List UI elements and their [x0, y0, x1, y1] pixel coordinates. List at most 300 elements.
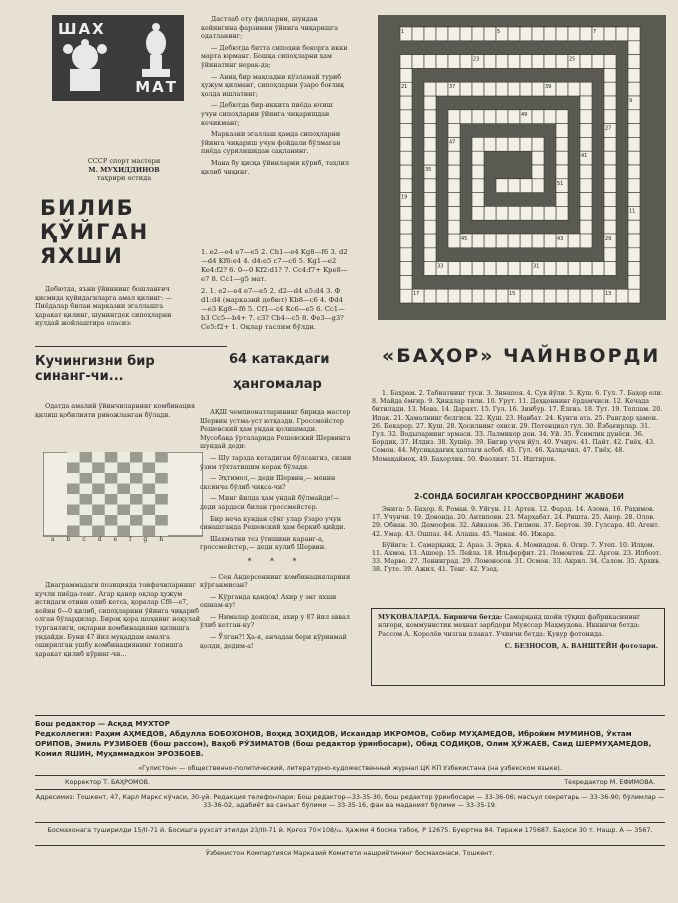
crossword-cell	[424, 96, 436, 110]
crossword-cell	[580, 220, 592, 234]
board-square	[155, 494, 168, 505]
board-square	[105, 515, 118, 526]
crossword-cell	[556, 27, 568, 41]
board-square	[92, 526, 105, 537]
board-square	[92, 505, 105, 516]
crossword-cell	[592, 55, 604, 69]
crossword-cell	[472, 234, 484, 248]
col2-p3: — Аниқ бир мақсадни кўзламай туриб ҳужум қилманг, сипоҳларни ўзаро боғлиқ ҳолда ишлатинг;	[201, 72, 344, 98]
crossword-cell	[568, 82, 580, 96]
section3-p7: — Сен Андерсеннинг комбинацияларини кўрганмисан?	[200, 572, 351, 590]
crossword-cell	[400, 206, 412, 220]
section-title-bilib	[40, 196, 149, 268]
crossword-cell	[628, 27, 640, 41]
crossword-number: 35	[425, 167, 432, 173]
section2-caption: Диаграммадаги позицияда тоифачиларнинг кучли пиёда-тенг. Агар қанор оқлар ҳужум истидаги отини олиб кетса, қоралар Сf8—e7, кейин 0—0 қилиб, сипоҳларини ўйинга чиқариб олган бўлардилар. Бироқ қора шоҳнинг ноқулай турганлиги, оқларни комбинацияни қилишга ундайди. Буни 47 йил муқаддам амалга оширилган ушбу комбинациянинг топишга ҳаракат қилиб кўринг-чи...	[35, 581, 201, 658]
chess-board	[43, 452, 203, 546]
crossword-cell	[508, 110, 520, 124]
crossword-cell	[412, 55, 424, 69]
crossword-number: 19	[401, 194, 408, 201]
crossword-number: 45	[461, 236, 468, 242]
crossword-cell	[544, 206, 556, 220]
crossword-cell	[496, 289, 508, 303]
board-files: abcdefgh	[51, 536, 176, 543]
crossword-cell	[604, 248, 616, 262]
logo-bottom-text: МАТ	[135, 78, 178, 96]
board-square	[155, 473, 168, 484]
crossword-cell	[448, 165, 460, 179]
section3-p4: — Минг йилда ҳам ундай бўлмайди!— деди зардаси билан гроссмейстер.	[200, 494, 340, 511]
stars-divider: * * *	[247, 556, 305, 566]
crossword-illustration	[378, 15, 666, 320]
board-square	[143, 494, 156, 505]
crossword-cell	[580, 55, 592, 69]
crossword-cell	[604, 179, 616, 193]
crossword-number: 5	[497, 29, 501, 35]
crossword-cell	[556, 110, 568, 124]
section3-p1: АҚШ чемпионатларининг бирида мастер Шервин устма-уст ютқазди. Гроссмейстер Решевский ҳам ундан қолишмади. Мусобақа ўрталарида Решевский Шервинга шундай деди:	[200, 408, 351, 451]
crossword-cell	[604, 55, 616, 69]
crossword-number: 7	[593, 29, 597, 35]
crossword-cell	[556, 55, 568, 69]
board-square	[80, 473, 93, 484]
crossword-number: 25	[569, 56, 576, 63]
crossword-cell	[520, 234, 532, 248]
crossword-cell	[496, 206, 508, 220]
board-square	[80, 526, 93, 537]
crossword-cell	[532, 110, 544, 124]
answers-text-2: Бўйига: 1. Самарқанд. 2. Араз. 3. Эрка. 4. Момиадон. 6. Огир. 7. Утеп. 10. Илҳом. 11. Ахмоа. 13. Ашоер. 15. Лейла. 18. Ильферфит. 21. Ломонтов. 22. Аргон. 23. Илбоэт. 33. Марво. 27. Ленинград. 29. Ломоносов. 31. Осмон. 33. Акрил. 34. Салом. 35. Архив. 38. Гуте. 39. Ажил. 41. Тенг. 42. Узед.	[372, 541, 662, 574]
masthead-tech: Техредактор М. ЕФИМОВА.	[564, 778, 655, 786]
board-square	[143, 526, 156, 537]
crossword-cell	[628, 234, 640, 248]
crossword-cell	[580, 179, 592, 193]
crossword-cell	[484, 27, 496, 41]
crossword-cell	[628, 82, 640, 96]
crossword-cell	[604, 110, 616, 124]
crossword-number: 39	[545, 84, 552, 91]
crossword-cell	[508, 82, 520, 96]
crossword-number: 1	[401, 29, 405, 35]
crossword-cell	[532, 151, 544, 165]
byline-note: таҳрири остида	[96, 174, 152, 183]
crossword-cell	[424, 220, 436, 234]
crossword-cell	[544, 262, 556, 276]
crossword-cell	[544, 234, 556, 248]
crossword-cell	[448, 234, 460, 248]
section3-p8: — Кўрганда қандоқ! Ахир у энг яхши ошнам-ку!	[200, 592, 337, 610]
crossword-cell	[496, 179, 508, 193]
board-square	[80, 505, 93, 516]
crossword-cell	[424, 234, 436, 248]
crossword-cell	[496, 234, 508, 248]
crossword-cell	[448, 179, 460, 193]
crossword-number: 29	[605, 236, 612, 242]
title-line-1: БИЛИБ	[40, 196, 135, 220]
board-square	[130, 505, 143, 516]
crossword-cell	[604, 137, 616, 151]
board-square	[130, 473, 143, 484]
crossword-number: 43	[557, 236, 564, 242]
board-square	[143, 452, 156, 463]
crossword-cell	[424, 289, 436, 303]
board-square	[143, 463, 156, 474]
board-square	[155, 526, 168, 537]
board-square	[143, 505, 156, 516]
crossword-cell	[532, 27, 544, 41]
crossword-cell	[532, 165, 544, 179]
crossword-cell	[472, 206, 484, 220]
crossword-cell	[400, 165, 412, 179]
crossword-cell	[604, 206, 616, 220]
crossword-number: 11	[629, 208, 636, 215]
board-square	[130, 463, 143, 474]
crossword-cell	[520, 179, 532, 193]
section1-body: Дебютда, яъни ўйиннинг бошланғич қисмида қуйидагиларга амал қилинг: — Пиёдалар билан марказни эгаллашга ҳаракат қилинг, шунингдек сипоҳларни иулдай жойлаштира оласиз:	[35, 285, 172, 328]
board-square	[67, 526, 80, 537]
masthead-board: Редколлегия: Раҳим АҲМЕДОВ, Абдулла БОБОХОНОВ, Воҳид ЗОҲИДОВ, Искандар ИКРОМОВ, Собир МУҲАМЕДОВ, Ибройим МУМИНОВ, Ўктам ОРИПОВ, Эмиль РУЗИБОЕВ (бош рассом), Ваҳоб РЎЗИМАТОВ (бош редактор ўринбосари), Обид СОДИҚОВ, Олим ҲЎЖАЕВ, Саид ШЕРМУҲАМЕДОВ, Комил ЯШИН, Муҳаммадкон ЭРОЗБОЕВ.	[35, 729, 652, 758]
crossword-cell	[472, 179, 484, 193]
crossword-cell	[556, 289, 568, 303]
crossword-cell	[580, 262, 592, 276]
crossword-cell	[628, 262, 640, 276]
title-line-3: ЯХШИ	[40, 244, 124, 268]
crossword-cell	[484, 289, 496, 303]
crossword-cell	[556, 151, 568, 165]
board-square	[105, 526, 118, 537]
crossword-cell	[604, 96, 616, 110]
crossword-cell	[556, 124, 568, 138]
crossword-cell	[424, 206, 436, 220]
crossword-cell	[508, 179, 520, 193]
crossword-cell	[460, 27, 472, 41]
crossword-cell	[424, 27, 436, 41]
board-square	[92, 484, 105, 495]
crossword-cell	[424, 151, 436, 165]
board-square	[143, 473, 156, 484]
crossword-number: 21	[401, 84, 408, 91]
board-square	[117, 526, 130, 537]
crossword-cell	[400, 234, 412, 248]
board-square	[105, 494, 118, 505]
crossword-cell	[472, 27, 484, 41]
board-square	[105, 505, 118, 516]
crossword-cell	[484, 137, 496, 151]
crossword-cell	[448, 110, 460, 124]
cover-heading: МУҚОВАЛАРДА. Биринчи бетда:	[378, 613, 503, 621]
crossword-cell	[412, 27, 424, 41]
section2-title: Кучингизни бир синанг-чи...	[35, 354, 155, 384]
crossword-cell	[580, 137, 592, 151]
crossword-cell	[436, 27, 448, 41]
board-square	[130, 526, 143, 537]
section3-p9: — Нималар деяпсан, ахир у 87 йил аввал ўлиб кетган-ку?	[200, 612, 350, 630]
crossword-cell	[580, 27, 592, 41]
crossword-cell	[448, 55, 460, 69]
crossword-title: «БАҲОР» ЧАЙНВОРДИ	[382, 345, 661, 367]
crossword-cell	[472, 151, 484, 165]
crossword-number: 17	[413, 291, 420, 298]
crossword-cell	[532, 234, 544, 248]
crossword-cell	[520, 206, 532, 220]
cover-credit: С. БЕЗНОСОВ, А. ВАНШТЕЙН фотолари.	[504, 642, 658, 651]
crossword-cell	[496, 110, 508, 124]
board-square	[130, 515, 143, 526]
crossword-cell	[484, 55, 496, 69]
crossword-number: 23	[473, 56, 480, 63]
board-square	[92, 452, 105, 463]
crossword-cell	[424, 82, 436, 96]
crossword-cell	[400, 262, 412, 276]
crossword-cell	[628, 220, 640, 234]
crossword-cell	[472, 289, 484, 303]
crossword-cell	[424, 248, 436, 262]
crossword-cell	[532, 137, 544, 151]
crossword-cell	[556, 137, 568, 151]
crossword-cell	[424, 193, 436, 207]
crossword-cell	[472, 82, 484, 96]
crossword-cell	[508, 234, 520, 248]
crossword-cell	[460, 289, 472, 303]
crossword-cell	[508, 206, 520, 220]
game-1: 1. e2—e4 e7—e5 2. Ch1—e4 Kg8—f6 3. d2—d4 Kf6:e4 4. d4:e5 c7—c6 5. Kg1—e2 Ke4:f2? 6. 0—0 Kf2:d1? 7. Cc4:f7+ Kpe8—e7 8. Cc1—g5 мат.	[201, 248, 348, 283]
crossword-cell	[616, 27, 628, 41]
crossword-cell	[604, 262, 616, 276]
crossword-cell	[508, 262, 520, 276]
crossword-cell	[460, 110, 472, 124]
crossword-cell	[400, 110, 412, 124]
title-line-2: ҚЎЙГАН	[40, 220, 150, 244]
crossword-cell	[472, 165, 484, 179]
byline-title: СССР спорт мастери	[87, 157, 161, 165]
crossword-grid	[378, 15, 666, 320]
crossword-cell	[604, 27, 616, 41]
crossword-cell	[544, 27, 556, 41]
crossword-cell	[520, 82, 532, 96]
crossword-number: 47	[449, 139, 456, 146]
board-square	[130, 494, 143, 505]
crossword-cell	[436, 55, 448, 69]
crossword-cell	[568, 234, 580, 248]
crossword-number: 33	[437, 263, 444, 270]
crossword-cell	[532, 289, 544, 303]
board-square	[143, 515, 156, 526]
crossword-cell	[568, 289, 580, 303]
crossword-cell	[580, 110, 592, 124]
crossword-cell	[400, 220, 412, 234]
board-square	[80, 494, 93, 505]
section3-p6: Шахматни тез ўтишини каранг-а, гроссмейстер,— деди кулиб Шервин.	[200, 534, 327, 552]
board-square	[67, 484, 80, 495]
crossword-cell	[460, 82, 472, 96]
crossword-cell	[520, 262, 532, 276]
crossword-cell	[580, 165, 592, 179]
crossword-number: 9	[629, 98, 633, 104]
crossword-cell	[448, 151, 460, 165]
board-square	[67, 505, 80, 516]
crossword-cell	[460, 55, 472, 69]
crossword-cell	[604, 82, 616, 96]
crossword-number: 27	[605, 125, 612, 132]
crossword-cell	[400, 248, 412, 262]
board-square	[92, 515, 105, 526]
col2-p2: — Дебютда битта сипоҳни бекорга икки марта юрманг. Бошқа сипоҳларни ҳам ўйинатинг нерак-да;	[201, 43, 348, 69]
answers-text: Энига: 5. Баҳор. 8. Роман. 9. Уйгун. 11. Артек. 12. Фарзд. 14. Алома. 16. Раҳимов. 17. Учунчи. 19. Довонда. 20. Антипови. 23. Марҳабат. 24. Ришта. 25. Анор. 28. Олов. 29. Обиан. 30. Демосфен. 32. Айвазов. 36. Гилмон. 37. Бертон. 39. Гулсара. 40. Агент. 42. Умар. 43. Ошпаз. 44. Алаша. 45. Чамак. 46. Ижара.	[372, 506, 660, 538]
crossword-cell	[556, 206, 568, 220]
crossword-cell	[580, 193, 592, 207]
board-square	[80, 463, 93, 474]
board-square	[92, 494, 105, 505]
crossword-cell	[436, 289, 448, 303]
crossword-number: 37	[449, 84, 456, 91]
crossword-cell	[496, 82, 508, 96]
crossword-cell	[616, 289, 628, 303]
board-square	[67, 473, 80, 484]
crossword-cell	[580, 206, 592, 220]
crossword-cell	[544, 55, 556, 69]
crossword-cell	[580, 289, 592, 303]
crossword-cell	[472, 262, 484, 276]
board-square	[80, 484, 93, 495]
crossword-cell	[628, 289, 640, 303]
crossword-cell	[472, 110, 484, 124]
crossword-clues: 1. Баҳрам. 2. Табиатнинг туси. 3. Зинапоя. 4. Сув йўли. 5. Қуш. 6. Гул. 7. Баҳор ели. 8. Майда ёмғир. 9. Ҳиндлар тили. 10. Урут. 11. Деҳқоннинг ёрдамчиси. 12. Кечада битилади. 13. Мева. 14. Дарахт. 15. Гул. 16. Зинбур. 17. Ёлғиз. 18. Тут. 19. Теплам. 20. Ипак. 21. Ҳамалнинг белгиси. 22. Қуш. 23. Навбат. 24. Кунги ата. 25. Рангдор ҳамон. 26. Бекарор. 27. Қуш. 28. Ҳосилнинг охиси. 29. Потенциал гул. 30. Ёзбағирлар. 31. Гул. 32. Водылариинг эрмаси. 33. Лалмикор дон. 34. Уй. 35. Ўсимлик дунёси. 36. Бордиқ. 37. Илдиз. 38. Ҳушёр. 39. Бигир учун йўл. 40. Учирч. 41. Пайт. 42. Гиёҳ. 43. Сомон. 44. Мусиқадағиқ ҳалтаги асбоб. 45. Гул. 46. Ҳалқачил. 47. Гиёҳ. 48. Момақаймоқ. 49. Баҳорлик. 50. Фаолият. 51. Иштирок.	[372, 390, 663, 463]
crossword-cell	[448, 262, 460, 276]
crossword-cell	[592, 289, 604, 303]
board-square	[105, 484, 118, 495]
crossword-number: 51	[557, 180, 564, 187]
crossword-cell	[496, 55, 508, 69]
crossword-cell	[424, 262, 436, 276]
board-square	[117, 473, 130, 484]
crossword-cell	[484, 262, 496, 276]
crossword-cell	[520, 137, 532, 151]
section3-title-1: 64 катакдаги	[229, 352, 330, 367]
board-square	[117, 505, 130, 516]
crossword-cell	[400, 55, 412, 69]
masthead-journal: «Гулистон» — общественно-политический, литературно-художественный журнал ЦК КП Узбекистана (на узбекском языке).	[138, 764, 562, 772]
crossword-cell	[544, 110, 556, 124]
crossword-cell	[532, 206, 544, 220]
crossword-cell	[424, 179, 436, 193]
board-square	[80, 452, 93, 463]
board-square	[105, 452, 118, 463]
crossword-number: 15	[509, 291, 516, 298]
logo-top-text: ШАХ	[58, 20, 106, 38]
masthead-corrector: Корректор Т. БАҲРОМОВ.	[65, 778, 151, 786]
crossword-cell	[556, 193, 568, 207]
crossword-cell	[400, 179, 412, 193]
crossword-cell	[580, 96, 592, 110]
crossword-cell	[532, 82, 544, 96]
board-square	[130, 484, 143, 495]
board-square	[155, 452, 168, 463]
board-square	[155, 515, 168, 526]
crossword-cell	[424, 55, 436, 69]
crossword-cell	[580, 82, 592, 96]
col2-p4: — Дебютда бир-иккита пиёда ютиш учун сипоҳларни ўйинга чиқаришдан кечикманг;	[201, 101, 333, 127]
crossword-number: 31	[533, 263, 540, 270]
crossword-cell	[628, 137, 640, 151]
crossword-cell	[520, 289, 532, 303]
board-square	[105, 463, 118, 474]
crossword-cell	[400, 124, 412, 138]
crossword-cell	[628, 55, 640, 69]
crossword-cell	[556, 82, 568, 96]
byline-author: М. МУХИДДИНОВ	[88, 165, 160, 174]
crossword-cell	[460, 262, 472, 276]
board-square	[67, 452, 80, 463]
board-square	[117, 452, 130, 463]
col2-p6: Мана бу қисқа ўйинларни кўриб, таҳлил қилиб чиқинг.	[201, 158, 349, 176]
crossword-cell	[508, 27, 520, 41]
crossword-cell	[400, 96, 412, 110]
crossword-cell	[448, 220, 460, 234]
cover-text: Самарқанд шойи тўқиш фабрикасининг илғори, коммунистик меҳнат зарбдори Муяссар Маҳмудова. Иккинчи бетда: Рассом А. Королёв чизган плакат. Учинчи бетда: Қувур фотонида.	[378, 613, 641, 638]
col2-p5: Марказни эгаллаш ҳамда сипоҳларни ўйинга чиқариш учун фойдали бўлмаган пиёда сурилишидан сақланинг.	[201, 130, 341, 156]
bishop-icon	[136, 21, 176, 81]
crossword-cell	[436, 82, 448, 96]
masthead-printer: Ўзбекистон Компартияси Марказий Комитети нашриётининг босмахонаси. Тошкент.	[205, 849, 495, 857]
crossword-cell	[448, 206, 460, 220]
crossword-cell	[448, 124, 460, 138]
crossword-cell	[424, 137, 436, 151]
board-square	[92, 473, 105, 484]
crossword-cell	[604, 193, 616, 207]
crossword-cell	[628, 275, 640, 289]
board-square	[105, 473, 118, 484]
crossword-cell	[472, 193, 484, 207]
crossword-cell	[568, 27, 580, 41]
chess-logo	[52, 15, 184, 101]
crossword-number: 41	[581, 153, 588, 160]
game-2: 2. 1. e2—e4 e7—e5 2. d2—d4 e5:d4 3. Ф d1:d4 (марказий дебют) Kb8—c6 4. Фd4—e3 Kg8—f6 5. Cf1—c4 Kc6—e5 6. Cc1—b3 Cc5—b4+ 7. c3? Cb4—c5 8. Фe3—g3? Ce5:f2+ 1. Оқлар таслим бўлди.	[201, 287, 345, 331]
crossword-cell	[604, 151, 616, 165]
crossword-cell	[520, 55, 532, 69]
crossword-cell	[628, 124, 640, 138]
crossword-cell	[496, 137, 508, 151]
crossword-cell	[448, 193, 460, 207]
crossword-cell	[424, 110, 436, 124]
board-square	[80, 515, 93, 526]
crossword-cell	[400, 151, 412, 165]
crossword-cell	[484, 206, 496, 220]
crossword-cell	[400, 68, 412, 82]
masthead-address: Адресимиз: Тошкент, 47, Карл Маркс кўчаси, 30-уй. Редакция телефонлари: Бош редактор—33-35-30, бош редактор ўринбосари — 33-36-06; масъул секретарь — 33-36-90; бўлимлар — 33-36-02, адабиёт ва санъат бўлими — 33-35-16, фан ва маданият бўлими — 33-35-19.	[35, 793, 665, 810]
crossword-cell	[520, 27, 532, 41]
crossword-cell	[400, 289, 412, 303]
masthead-editor: Бош редактор — Асқад МУХТОР	[35, 719, 170, 728]
crossword-cell	[508, 137, 520, 151]
crossword-cell	[448, 27, 460, 41]
board-square	[143, 484, 156, 495]
crossword-cell	[496, 262, 508, 276]
board-square	[67, 463, 80, 474]
board-square	[155, 505, 168, 516]
section3-p2: — Шу тарзда кетадиган бўлсангиз, сизни ўзим тўхтатишим керак бўлади.	[200, 453, 352, 471]
crossword-cell	[508, 55, 520, 69]
crossword-cell	[484, 82, 496, 96]
board-square	[117, 515, 130, 526]
board-square	[92, 463, 105, 474]
crossword-cell	[484, 234, 496, 248]
crossword-cell	[556, 165, 568, 179]
crossword-cell	[628, 110, 640, 124]
board-square	[117, 463, 130, 474]
crossword-cell	[532, 179, 544, 193]
crossword-cell	[580, 124, 592, 138]
crossword-cell	[628, 193, 640, 207]
